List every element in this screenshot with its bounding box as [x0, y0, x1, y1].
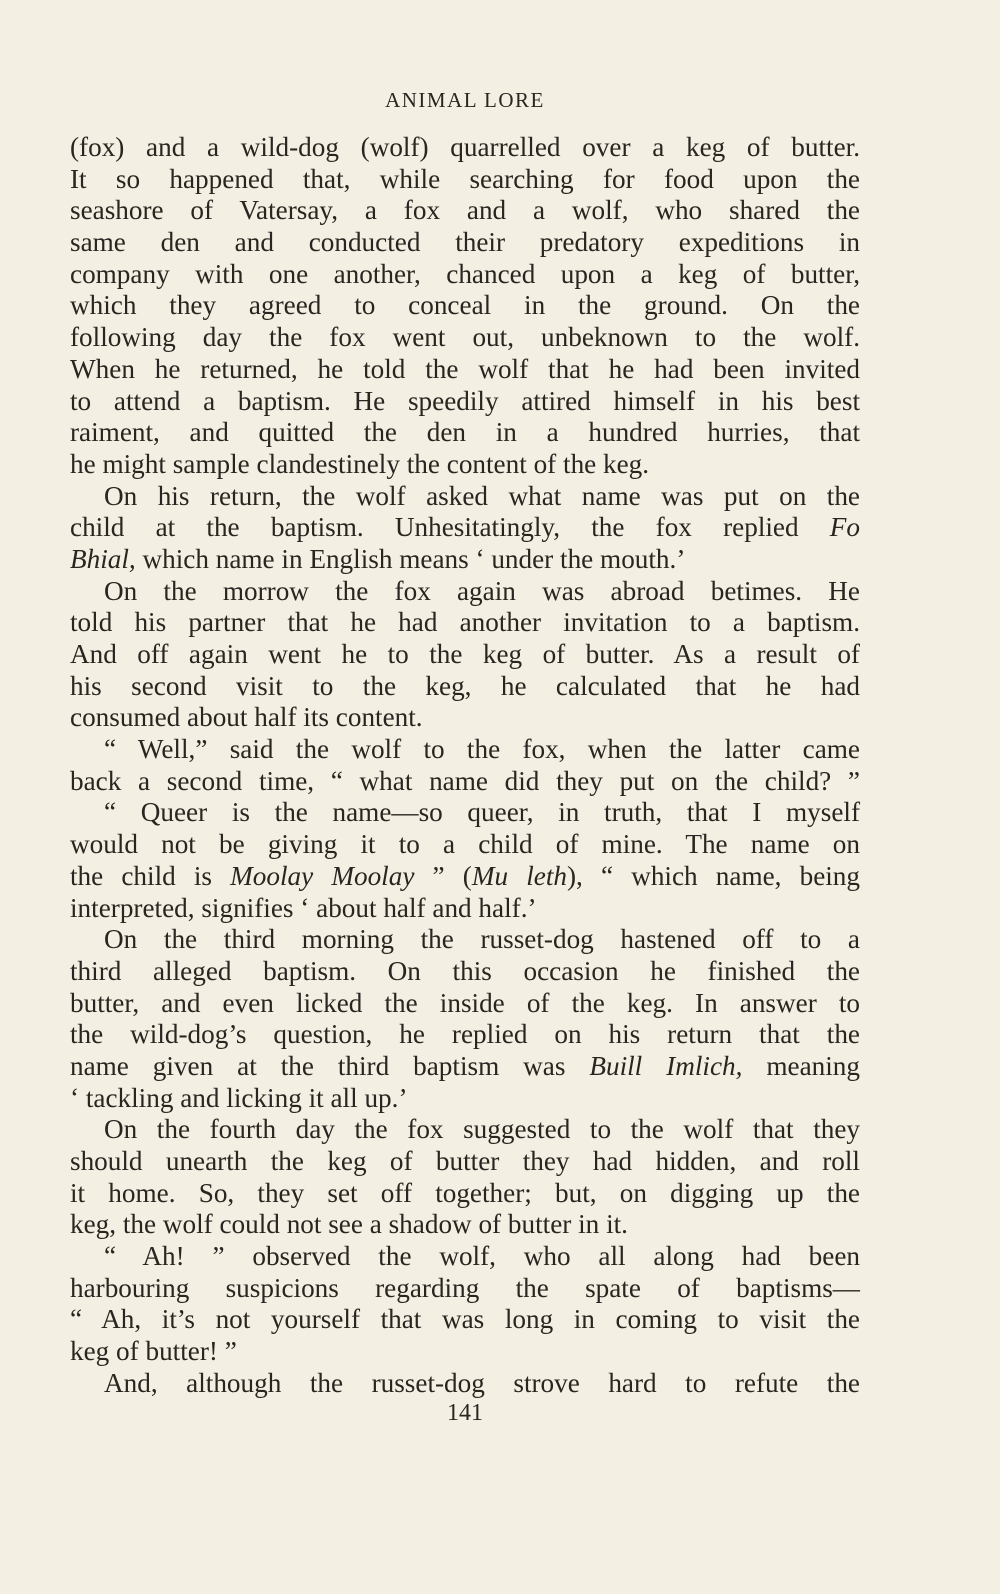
- text-line: butter, and even licked the inside of the keg. In answer to: [70, 987, 860, 1018]
- text-line: child at the baptism. Unhesitatingly, the fox replied Fo: [70, 512, 861, 543]
- text-line: raiment, and quitted the den in a hundred hurries, that: [70, 417, 860, 448]
- text-line: keg, the wolf could not see a shadow of butter in it.: [70, 1209, 628, 1240]
- text-line: harbouring suspicions regarding the spate of baptisms—: [70, 1272, 860, 1303]
- text-line: should unearth the keg of butter they had hidden, and roll: [70, 1146, 860, 1176]
- running-head: ANIMAL LORE: [385, 88, 545, 112]
- text-line: consumed about half its content.: [70, 702, 423, 733]
- text-line: (fox) and a wild-dog (wolf) quarrelled over a keg of butter.: [70, 132, 860, 162]
- text-line: he might sample clandestinely the content of the keg.: [70, 448, 650, 479]
- text-line: company with one another, chanced upon a keg of butter,: [70, 258, 860, 289]
- text-line: would not be giving it to a child of mine. The name on: [70, 829, 860, 860]
- page-number: 141: [447, 1400, 483, 1426]
- text-line: Bhial, which name in English means ‘ under the mouth.’: [70, 543, 686, 574]
- text-line: to attend a baptism. He speedily attired himself in his best: [70, 385, 860, 416]
- text-line: it home. So, they set off together; but, on digging up the: [70, 1177, 860, 1208]
- text-line: the wild-dog’s question, he replied on his return that the: [70, 1019, 860, 1050]
- text-line: And off again went he to the keg of butter. As a result of: [70, 639, 860, 669]
- text-line: told his partner that he had another invitation to a baptism.: [70, 607, 860, 638]
- text-line: the child is Moolay Moolay ” (Mu leth), “ which name, being: [70, 860, 860, 891]
- text-line: “ Well,” said the wolf to the fox, when the latter came: [104, 734, 860, 765]
- body-text: [70, 132, 860, 1400]
- text-line: On the morrow the fox again was abroad betimes. He: [104, 575, 860, 606]
- text-line: seashore of Vatersay, a fox and a wolf, who shared the: [70, 195, 860, 226]
- text-line: And, although the russet-dog strove hard to refute the: [104, 1367, 860, 1398]
- text-line: “ Queer is the name—so queer, in truth, that I myself: [104, 797, 860, 828]
- text-line: When he returned, he told the wolf that he had been invited: [70, 353, 860, 384]
- text-line: ‘ tackling and licking it all up.’: [70, 1082, 408, 1113]
- text-line: On the fourth day the fox suggested to the wolf that they: [104, 1114, 860, 1145]
- text-line: following day the fox went out, unbeknown to the wolf.: [70, 322, 860, 353]
- text-line: “ Ah! ” observed the wolf, who all along had been: [104, 1241, 860, 1272]
- text-line: interpreted, signifies ‘ about half and half.’: [70, 892, 537, 923]
- text-line: keg of butter! ”: [70, 1336, 237, 1367]
- text-line: “ Ah, it’s not yourself that was long in coming to visit the: [70, 1304, 860, 1335]
- text-line: his second visit to the keg, he calculated that he had: [70, 670, 860, 701]
- text-line: back a second time, “ what name did they put on the child? ”: [70, 765, 860, 796]
- text-line: same den and conducted their predatory expeditions in: [70, 227, 860, 258]
- text-line: name given at the third baptism was Buill Imlich, meaning: [70, 1050, 860, 1081]
- text-line: which they agreed to conceal in the ground. On the: [70, 290, 860, 321]
- text-line: On the third morning the russet-dog hastened off to a: [104, 924, 860, 955]
- text-line: third alleged baptism. On this occasion he finished the: [70, 955, 860, 986]
- text-line: It so happened that, while searching for food upon the: [70, 163, 860, 194]
- text-line: On his return, the wolf asked what name was put on the: [104, 480, 860, 511]
